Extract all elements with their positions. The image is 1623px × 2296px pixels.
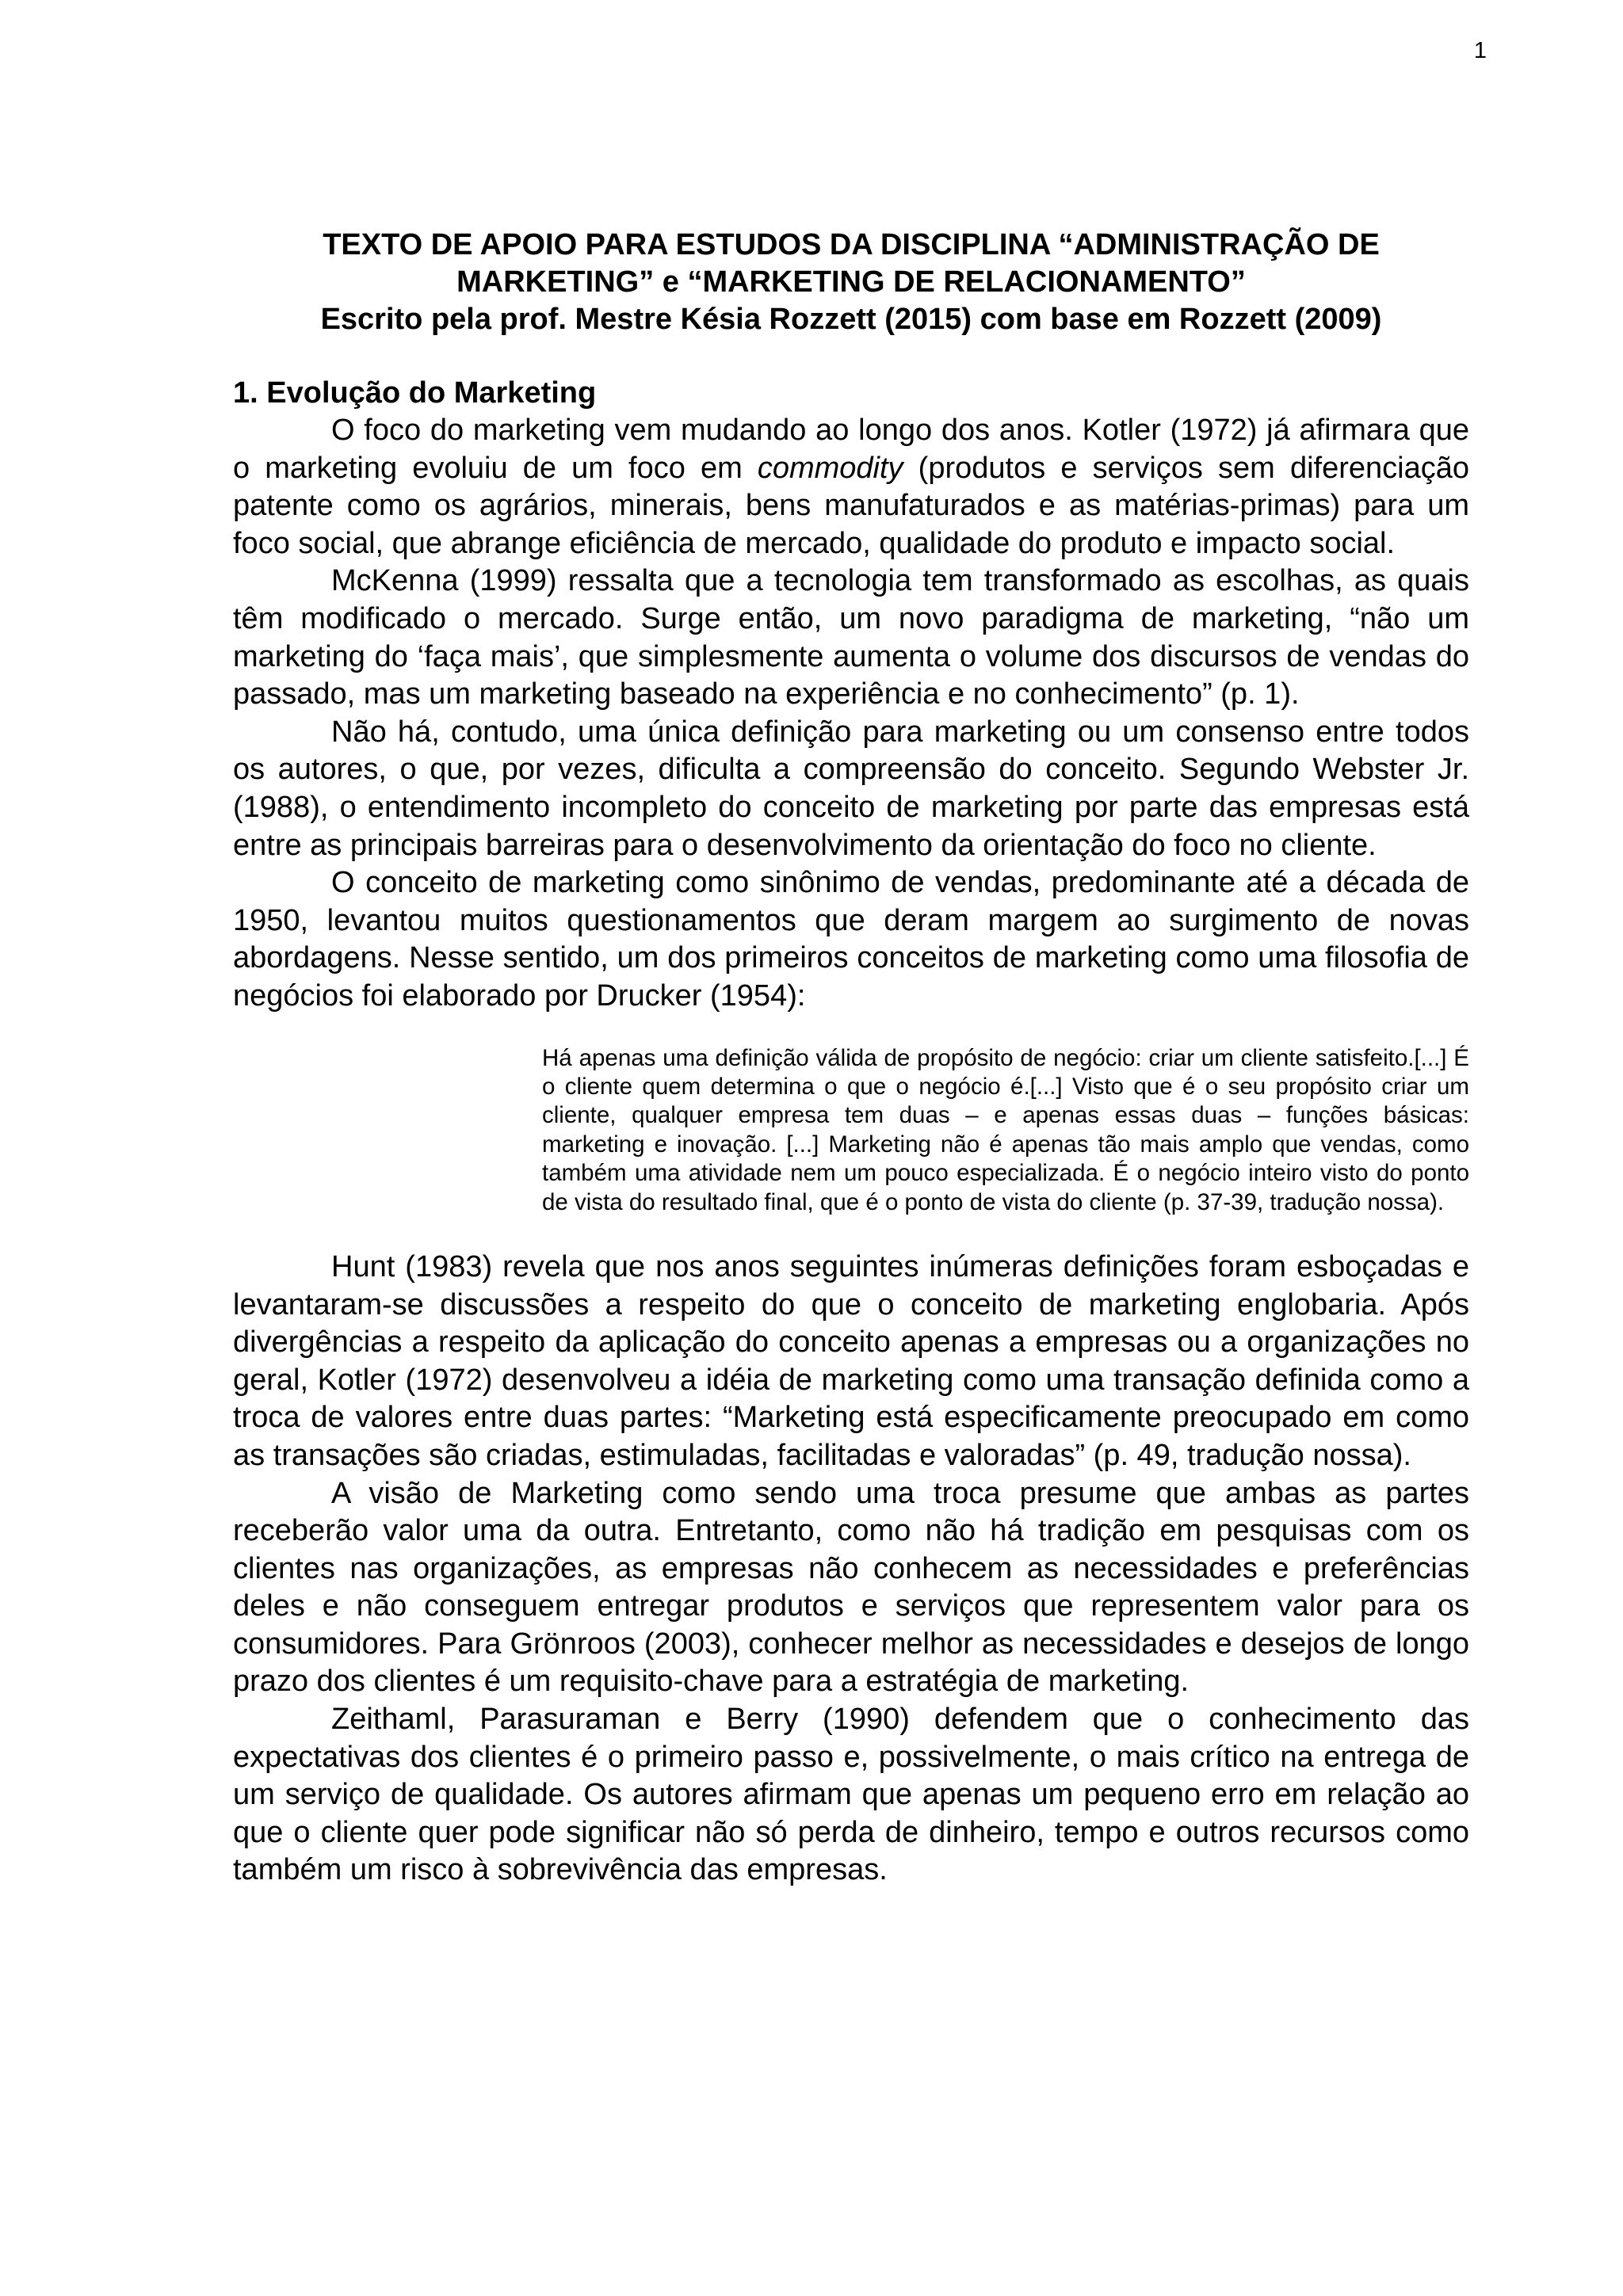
paragraph-1 — [233, 412, 1469, 563]
paragraph-7: Zeithaml, Parasuraman e Berry (1990) defendem que o conhecimento das expectativas dos clientes é o primeiro passo e, possivelmente, o mais crítico na entrega de um serviço de qualidade. Os autores afirmam que apenas um pequeno erro em relação ao que o cliente quer pode significar não só perda de dinheiro, tempo e outros recursos como também um risco à sobrevivência das empresas. — [233, 1703, 1469, 1887]
paragraph-6: A visão de Marketing como sendo uma troca presume que ambas as partes receberão valor uma da outra. Entretanto, como não há tradição em pesquisas com os clientes nas organizações, as empresas não conhecem as necessidades e preferências deles e não conseguem entregar produtos e serviços que representem valor para os consumidores. Para Grönroos (2003), conhecer melhor as necessidades e desejos de longo prazo dos clientes é um requisito-chave para a estratégia de marketing. — [233, 1476, 1469, 1699]
paragraph-1-emphasis: commodity — [757, 451, 903, 485]
page-number: 1 — [1473, 38, 1487, 63]
block-quote: Há apenas uma definição válida de propósito de negócio: criar um cliente satisfeito.[...] É o cliente quem determina o que o negócio é.[...] Visto que é o seu propósito criar um cliente, qualquer empresa tem duas – e apenas essas duas – funções básicas: marketing e inovação. [...] Marketing não é apenas tão mais amplo que vendas, como também uma atividade nem um pouco especializada. É o negócio inteiro visto do ponto de vista do resultado final, que é o ponto de vista do cliente (p. 37-39, tradução nossa). — [542, 1044, 1469, 1215]
paragraph-5: Hunt (1983) revela que nos anos seguintes inúmeras definições foram esboçadas e levantaram-se discussões a respeito do que o conceito de marketing englobaria. Após divergências a respeito da aplicação do conceito apenas a empresas ou a organizações no geral, Kotler (1972) desenvolveu a idéia de marketing como uma transação definida como a troca de valores entre duas partes: “Marketing está especificamente preocupado em como as transações são criadas, estimuladas, facilitadas e valoradas” (p. 49, tradução nossa). — [233, 1249, 1469, 1472]
paragraph-3: Não há, contudo, uma única definição para marketing ou um consenso entre todos os autores, o que, por vezes, dificulta a compreensão do conceito. Segundo Webster Jr. (1988), o entendimento incompleto do conceito de marketing por parte das empresas está entre as principais barreiras para o desenvolvimento da orientação do foco no cliente. — [233, 715, 1469, 862]
paragraph-1-text-start: O foco do marketing vem mudando ao longo dos anos. Kotler (1972) já afirmara que o marketing evoluiu de um foco em — [233, 414, 1469, 485]
title-line-1: TEXTO DE APOIO PARA ESTUDOS DA DISCIPLINA “ADMINISTRAÇÃO DE — [323, 228, 1380, 261]
document-body — [233, 227, 1469, 1890]
document-title-block — [233, 227, 1469, 338]
author-line: Escrito pela prof. Mestre Késia Rozzett (2015) com base em Rozzett (2009) — [320, 303, 1382, 336]
title-line-2: MARKETING” e “MARKETING DE RELACIONAMENTO” — [456, 265, 1246, 299]
paragraph-2: McKenna (1999) ressalta que a tecnologia tem transformado as escolhas, as quais têm modificado o mercado. Surge então, um novo paradigma de marketing, “não um marketing do ‘faça mais’, que simplesmente aumenta o volume dos discursos de vendas do passado, mas um marketing baseado na experiência e no conhecimento” (p. 1). — [233, 564, 1469, 711]
paragraph-1-text-end: (produtos e serviços sem diferenciação patente como os agrários, minerais, bens manufaturados e as matérias-primas) para um foco social, que abrange eficiência de mercado, qualidade do produto e impacto social. — [233, 451, 1469, 560]
section-heading: 1. Evolução do Marketing — [233, 376, 597, 410]
paragraph-4: O conceito de marketing como sinônimo de vendas, predominante até a década de 1950, levantou muitos questionamentos que deram margem ao surgimento de novas abordagens. Nesse sentido, um dos primeiros conceitos de marketing como uma filosofia de negócios foi elaborado por Drucker (1954): — [233, 866, 1469, 1013]
